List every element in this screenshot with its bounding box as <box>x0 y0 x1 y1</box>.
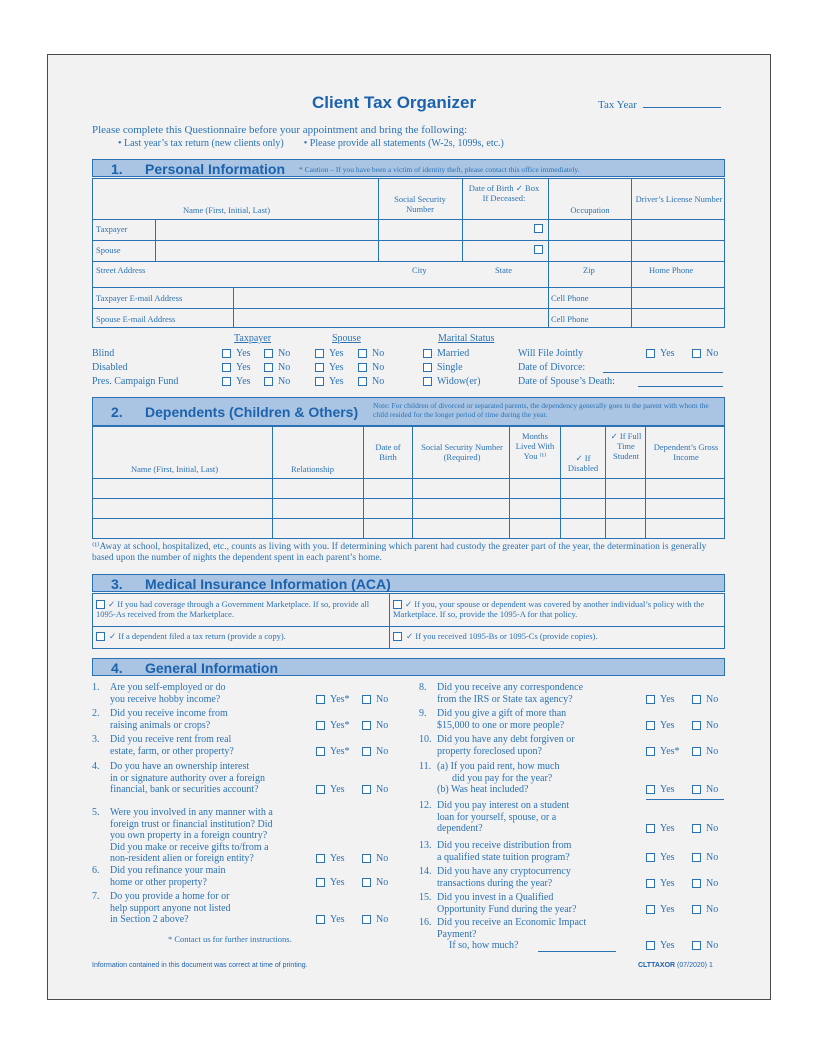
question-number: 2. <box>92 708 100 719</box>
taxpayer-disabled-yes-checkbox[interactable] <box>222 363 231 372</box>
section-1-header <box>92 159 725 177</box>
q14-no-checkbox[interactable] <box>692 879 701 888</box>
q13-yes-checkbox[interactable] <box>646 853 655 862</box>
grid-line <box>389 594 390 648</box>
taxpayer-disabled-yes-label: Yes <box>236 362 251 373</box>
question-text: (b) Was heat included? <box>437 784 529 795</box>
taxpayer-blind-yes-label: Yes <box>236 348 251 359</box>
grid-line <box>272 427 273 538</box>
taxpayer-blind-no-checkbox[interactable] <box>264 349 273 358</box>
form-date: (07/2020) 1 <box>677 962 713 969</box>
spouse-disabled-no-label: No <box>372 362 385 373</box>
taxpayer-disabled-no-label: No <box>278 362 291 373</box>
q8-yes-checkbox[interactable] <box>646 695 655 704</box>
aca-1095bc-text: ✓ If you received 1095-Bs or 1095-Cs (provide copies). <box>406 631 598 641</box>
rent-amount-line[interactable] <box>646 799 724 800</box>
q16-no-checkbox[interactable] <box>692 941 701 950</box>
question-number: 11. <box>419 761 432 772</box>
q6-no-label: No <box>376 876 389 888</box>
question-number: 6. <box>92 865 100 876</box>
q3-no-checkbox[interactable] <box>362 747 371 756</box>
impact-payment-amount-line[interactable] <box>538 951 616 952</box>
label-zip: Zip <box>583 265 595 275</box>
label-city: City <box>412 265 427 275</box>
col-occupation: Occupation <box>570 205 610 215</box>
grid-line <box>93 308 724 309</box>
married-checkbox[interactable] <box>423 349 432 358</box>
question-text: Did you refinance your main <box>110 865 226 876</box>
q12-yes-checkbox[interactable] <box>646 824 655 833</box>
page-title: Client Tax Organizer <box>312 93 477 112</box>
spouse-death-date-line[interactable] <box>638 386 723 387</box>
taxpayer-blind-no-label: No <box>278 348 291 359</box>
section-4-number: 4. <box>111 660 123 676</box>
q11-no-label: No <box>706 784 719 795</box>
personal-info-grid <box>92 178 725 328</box>
q12-no-checkbox[interactable] <box>692 824 701 833</box>
widow-checkbox[interactable] <box>423 377 432 386</box>
grid-line <box>233 287 234 328</box>
q3-yes-checkbox[interactable] <box>316 747 325 756</box>
question-number: 4. <box>92 761 100 772</box>
q15-yes-label: Yes <box>660 903 675 915</box>
section-2-header <box>92 397 725 426</box>
dep-col-months: Months Lived With You ⁽¹⁾ <box>515 431 555 461</box>
question-text: financial, bank or securities account? <box>110 784 259 795</box>
marital-status-header: Marital Status <box>438 333 495 344</box>
aca-marketplace-text: ✓ If you had coverage through a Government Marketplace. If so, provide all 1095-As received from the Marketplace. <box>96 599 370 619</box>
question-number: 10. <box>419 734 432 745</box>
grid-line <box>548 179 549 328</box>
question-number: 9. <box>419 708 427 719</box>
question-text: Did you receive income from <box>110 708 228 719</box>
question-number: 16. <box>419 917 432 928</box>
taxpayer-blind-yes-checkbox[interactable] <box>222 349 231 358</box>
label-widow: Widow(er) <box>437 376 481 387</box>
q9-no-checkbox[interactable] <box>692 721 701 730</box>
label-home-phone: Home Phone <box>649 265 694 275</box>
q6-yes-checkbox[interactable] <box>316 878 325 887</box>
divorce-date-line[interactable] <box>603 372 723 373</box>
label-single: Single <box>437 362 463 373</box>
section-3-number: 3. <box>111 576 123 592</box>
q10-yes-label: Yes* <box>660 745 680 757</box>
q1-no-checkbox[interactable] <box>362 695 371 704</box>
intro-bullet-1: • Last year’s tax return (new clients only) <box>118 138 284 149</box>
q3-yes-label: Yes* <box>330 745 350 757</box>
question-12 <box>419 800 649 835</box>
label-married: Married <box>437 348 470 359</box>
aca-other-policy-text: ✓ If you, your spouse or dependent was covered by another individual’s policy with the Marketplace. If so, provide the 1095-A for that policy. <box>393 599 705 619</box>
q1-no-label: No <box>376 693 389 705</box>
q10-yes-checkbox[interactable] <box>646 747 655 756</box>
grid-line <box>631 179 632 328</box>
intro-line: Please complete this Questionnaire before your appointment and bring the following: <box>92 124 468 136</box>
question-2 <box>92 708 322 731</box>
q8-no-label: No <box>706 693 719 705</box>
q11-no-checkbox[interactable] <box>692 785 701 794</box>
grid-line <box>93 240 724 241</box>
question-text: Do you provide a home for or <box>110 891 230 902</box>
question-8 <box>419 682 649 705</box>
q4-no-label: No <box>376 784 389 795</box>
q7-no-checkbox[interactable] <box>362 915 371 924</box>
q10-no-label: No <box>706 745 719 757</box>
q5-no-checkbox[interactable] <box>362 854 371 863</box>
section-4-title: General Information <box>145 660 279 676</box>
question-text: Did you receive any correspondence <box>437 682 584 693</box>
q3-no-label: No <box>376 745 389 757</box>
dep-col-relationship: Relationship <box>291 464 334 474</box>
q4-no-checkbox[interactable] <box>362 785 371 794</box>
label-spouse-email: Spouse E-mail Address <box>96 314 176 324</box>
question-text: from the IRS or State tax agency? <box>437 693 573 705</box>
spouse-blind-no-checkbox[interactable] <box>358 349 367 358</box>
question-text: Were you involved in any manner with a <box>110 807 273 818</box>
question-16 <box>419 917 649 952</box>
intro-bullet-2: • Please provide all statements (W-2s, 1099s, etc.) <box>303 138 504 149</box>
q12-no-label: No <box>706 823 719 834</box>
question-number: 5. <box>92 807 100 818</box>
q11-yes-label: Yes <box>660 784 675 795</box>
q7-yes-checkbox[interactable] <box>316 915 325 924</box>
q4-yes-label: Yes <box>330 784 345 795</box>
question-text: Do you have an ownership interest <box>110 761 250 772</box>
question-text: Did you receive distribution from <box>437 840 572 851</box>
question-text: Payment? <box>437 928 477 940</box>
q10-no-checkbox[interactable] <box>692 747 701 756</box>
q15-no-checkbox[interactable] <box>692 905 701 914</box>
q9-yes-label: Yes <box>660 719 675 731</box>
spouse-campaign-no-checkbox[interactable] <box>358 377 367 386</box>
section-2-number: 2. <box>111 404 123 420</box>
taxpayer-campaign-yes-label: Yes <box>236 376 251 387</box>
question-text: home or other property? <box>110 876 207 888</box>
grid-line <box>645 427 646 538</box>
section-1-note: * Caution – If you have been a victim of identity theft, please contact this office immediately. <box>299 165 580 174</box>
label-campaign-fund: Pres. Campaign Fund <box>92 376 179 387</box>
file-jointly-no-checkbox[interactable] <box>692 349 701 358</box>
file-jointly-yes-checkbox[interactable] <box>646 349 655 358</box>
spouse-blind-yes-checkbox[interactable] <box>315 349 324 358</box>
label-cell-phone-2: Cell Phone <box>551 314 589 324</box>
file-jointly-yes-label: Yes <box>660 348 675 359</box>
status-spouse-header: Spouse <box>332 333 361 344</box>
q13-no-checkbox[interactable] <box>692 853 701 862</box>
q1-yes-label: Yes* <box>330 693 350 705</box>
q2-no-label: No <box>376 719 389 731</box>
q9-no-label: No <box>706 719 719 731</box>
section-2-note: Note: For children of divorced or separated parents, the dependency generally goes to the parent with whom the child resided for the longer period of time during the year. <box>373 401 709 419</box>
q2-no-checkbox[interactable] <box>362 721 371 730</box>
spouse-disabled-yes-checkbox[interactable] <box>315 363 324 372</box>
question-text: estate, farm, or other property? <box>110 745 234 757</box>
q13-no-label: No <box>706 851 719 863</box>
question-14 <box>419 866 649 889</box>
q5-yes-label: Yes <box>330 853 345 864</box>
status-taxpayer-header: Taxpayer <box>234 333 272 344</box>
spouse-disabled-no-checkbox[interactable] <box>358 363 367 372</box>
q11-yes-checkbox[interactable] <box>646 785 655 794</box>
question-number: 3. <box>92 734 100 745</box>
question-4 <box>92 761 322 796</box>
question-1 <box>92 682 322 705</box>
question-5 <box>92 807 322 865</box>
question-number: 7. <box>92 891 100 902</box>
dep-col-dob: Date of Birth <box>375 442 401 462</box>
q6-no-checkbox[interactable] <box>362 878 371 887</box>
q7-no-label: No <box>376 914 389 925</box>
question-text: loan for yourself, spouse, or a <box>437 811 557 823</box>
grid-line <box>93 219 724 220</box>
label-blind: Blind <box>92 348 115 359</box>
q7-yes-label: Yes <box>330 914 345 925</box>
label-divorce-date: Date of Divorce: <box>518 362 586 373</box>
dependents-grid <box>92 426 725 539</box>
single-checkbox[interactable] <box>423 363 432 372</box>
col-ssn: Social Security Number <box>394 194 446 214</box>
question-text: did you pay for the year? <box>452 772 553 784</box>
medical-grid <box>92 593 725 649</box>
q2-yes-checkbox[interactable] <box>316 721 325 730</box>
file-jointly-no-label: No <box>706 348 719 359</box>
grid-line <box>605 427 606 538</box>
label-street: Street Address <box>96 265 146 275</box>
section-1-title: Personal Information <box>145 161 286 177</box>
question-13 <box>419 840 649 863</box>
question-text: (a) If you paid rent, how much <box>437 761 560 772</box>
question-text: Did you have any cryptocurrency <box>437 866 571 877</box>
footer-code <box>638 962 713 969</box>
aca-1095bc-checkbox[interactable] <box>393 632 402 641</box>
question-3 <box>92 734 322 757</box>
question-15 <box>419 892 649 915</box>
question-text: raising animals or crops? <box>110 719 211 731</box>
question-6 <box>92 865 322 888</box>
question-number: 12. <box>419 800 432 811</box>
q14-yes-label: Yes <box>660 877 675 889</box>
grid-line <box>462 179 463 261</box>
question-text: Are you self-employed or do <box>110 682 226 693</box>
grid-line <box>412 427 413 538</box>
question-text: Did you pay interest on a student <box>437 800 570 811</box>
dep-col-name: Name (First, Initial, Last) <box>131 464 219 474</box>
col-drivers-license: Driver’s License Number <box>635 194 723 204</box>
question-number: 13. <box>419 840 432 851</box>
q8-no-checkbox[interactable] <box>692 695 701 704</box>
question-text: Did you have any debt forgiven or <box>437 734 575 745</box>
spouse-blind-no-label: No <box>372 348 385 359</box>
q2-yes-label: Yes* <box>330 719 350 731</box>
grid-line <box>155 219 156 261</box>
tax-year-line[interactable] <box>643 97 721 108</box>
label-state: State <box>495 265 512 275</box>
q4-yes-checkbox[interactable] <box>316 785 325 794</box>
q16-yes-checkbox[interactable] <box>646 941 655 950</box>
contact-note: * Contact us for further instructions. <box>168 934 292 944</box>
q5-no-label: No <box>376 853 389 864</box>
question-text: Opportunity Fund during the year? <box>437 903 577 915</box>
grid-line <box>93 498 724 499</box>
question-text: in or signature authority over a foreign <box>110 772 265 784</box>
row-spouse: Spouse <box>96 245 121 255</box>
spouse-disabled-yes-label: Yes <box>329 362 344 373</box>
tax-year-field[interactable] <box>598 97 721 111</box>
question-number: 8. <box>419 682 427 693</box>
label-file-jointly: Will File Jointly <box>518 348 584 359</box>
q15-yes-checkbox[interactable] <box>646 905 655 914</box>
question-number: 14. <box>419 866 432 877</box>
question-text: Did you receive rent from real <box>110 734 232 745</box>
grid-line <box>378 179 379 261</box>
dep-col-ssn: Social Security Number (Required) <box>421 442 503 462</box>
question-text: Did you give a gift of more than <box>437 708 567 719</box>
question-text: foreign trust or financial institution? Did <box>110 818 273 830</box>
taxpayer-campaign-no-checkbox[interactable] <box>264 377 273 386</box>
q16-no-label: No <box>706 940 719 951</box>
dep-col-income: Dependent’s Gross Income <box>653 442 719 462</box>
dep-col-disabled: ✓ If Disabled <box>567 453 599 473</box>
label-taxpayer-email: Taxpayer E-mail Address <box>96 293 183 303</box>
taxpayer-deceased-checkbox[interactable] <box>534 224 543 233</box>
question-text: property foreclosed upon? <box>437 745 542 757</box>
q5-yes-checkbox[interactable] <box>316 854 325 863</box>
row-taxpayer: Taxpayer <box>96 224 128 234</box>
col-name: Name (First, Initial, Last) <box>183 205 271 215</box>
question-text: you own property in a foreign country? <box>110 830 268 841</box>
q15-no-label: No <box>706 903 719 915</box>
dependents-footnote: ⁽¹⁾Away at school, hospitalized, etc., counts as living with you. If determining which parent had custody the greater part of the year, the determination is generally based upon the number of nights the dependent spent in each parent’s home. <box>92 542 707 563</box>
question-text: Did you invest in a Qualified <box>437 892 554 903</box>
question-number: 1. <box>92 682 100 693</box>
aca-dependent-return-checkbox[interactable] <box>96 632 105 641</box>
question-text: $15,000 to one or more people? <box>437 719 565 731</box>
grid-line <box>93 287 724 288</box>
label-cell-phone: Cell Phone <box>551 293 589 303</box>
question-text: If so, how much? <box>449 940 519 951</box>
question-text: in Section 2 above? <box>110 914 189 925</box>
question-text: a qualified state tuition program? <box>437 851 570 863</box>
question-10 <box>419 734 649 757</box>
aca-dependent-return-text: ✓ If a dependent filed a tax return (provide a copy). <box>109 631 286 641</box>
question-number: 15. <box>419 892 432 903</box>
question-9 <box>419 708 649 731</box>
q14-no-label: No <box>706 877 719 889</box>
taxpayer-campaign-yes-checkbox[interactable] <box>222 377 231 386</box>
footer-disclaimer: Information contained in this document was correct at time of printing. <box>92 962 308 969</box>
q8-yes-label: Yes <box>660 693 675 705</box>
q6-yes-label: Yes <box>330 876 345 888</box>
intro <box>92 124 504 150</box>
section-4-header <box>92 658 725 676</box>
section-3-header <box>92 574 725 592</box>
grid-line <box>93 518 724 519</box>
col-dob: Date of Birth ✓ Box If Deceased: <box>468 183 540 203</box>
grid-line <box>509 427 510 538</box>
q9-yes-checkbox[interactable] <box>646 721 655 730</box>
spouse-campaign-yes-label: Yes <box>329 376 344 387</box>
q12-yes-label: Yes <box>660 823 675 834</box>
spouse-campaign-yes-checkbox[interactable] <box>315 377 324 386</box>
question-text: non-resident alien or foreign entity? <box>110 853 254 864</box>
question-7 <box>92 891 322 926</box>
section-3-title: Medical Insurance Information (ACA) <box>145 576 391 592</box>
grid-line <box>363 427 364 538</box>
dep-col-student: ✓ If Full Time Student <box>610 431 642 461</box>
intro-bullets <box>118 137 504 150</box>
label-spouse-death-date: Date of Spouse’s Death: <box>518 376 615 387</box>
label-disabled: Disabled <box>92 362 128 373</box>
question-text: transactions during the year? <box>437 877 553 889</box>
section-1-number: 1. <box>111 161 123 177</box>
q1-yes-checkbox[interactable] <box>316 695 325 704</box>
question-text: help support anyone not listed <box>110 902 231 914</box>
tax-year-label: Tax Year <box>598 99 637 111</box>
grid-line <box>93 626 724 627</box>
question-text: Did you receive an Economic Impact <box>437 917 587 928</box>
q13-yes-label: Yes <box>660 851 675 863</box>
section-2-title: Dependents (Children & Others) <box>145 404 359 420</box>
question-text: you receive hobby income? <box>110 693 221 705</box>
spouse-blind-yes-label: Yes <box>329 348 344 359</box>
grid-line <box>93 261 724 262</box>
grid-line <box>560 427 561 538</box>
grid-line <box>93 478 724 479</box>
spouse-campaign-no-label: No <box>372 376 385 387</box>
question-text: Did you make or receive gifts to/from a <box>110 841 269 853</box>
question-text: dependent? <box>437 823 483 834</box>
q14-yes-checkbox[interactable] <box>646 879 655 888</box>
taxpayer-disabled-no-checkbox[interactable] <box>264 363 273 372</box>
question-11 <box>419 761 649 796</box>
q16-yes-label: Yes <box>660 940 675 951</box>
form-code: CLTTAXOR <box>638 962 676 969</box>
form-sheet <box>47 54 771 1000</box>
spouse-deceased-checkbox[interactable] <box>534 245 543 254</box>
taxpayer-campaign-no-label: No <box>278 376 291 387</box>
